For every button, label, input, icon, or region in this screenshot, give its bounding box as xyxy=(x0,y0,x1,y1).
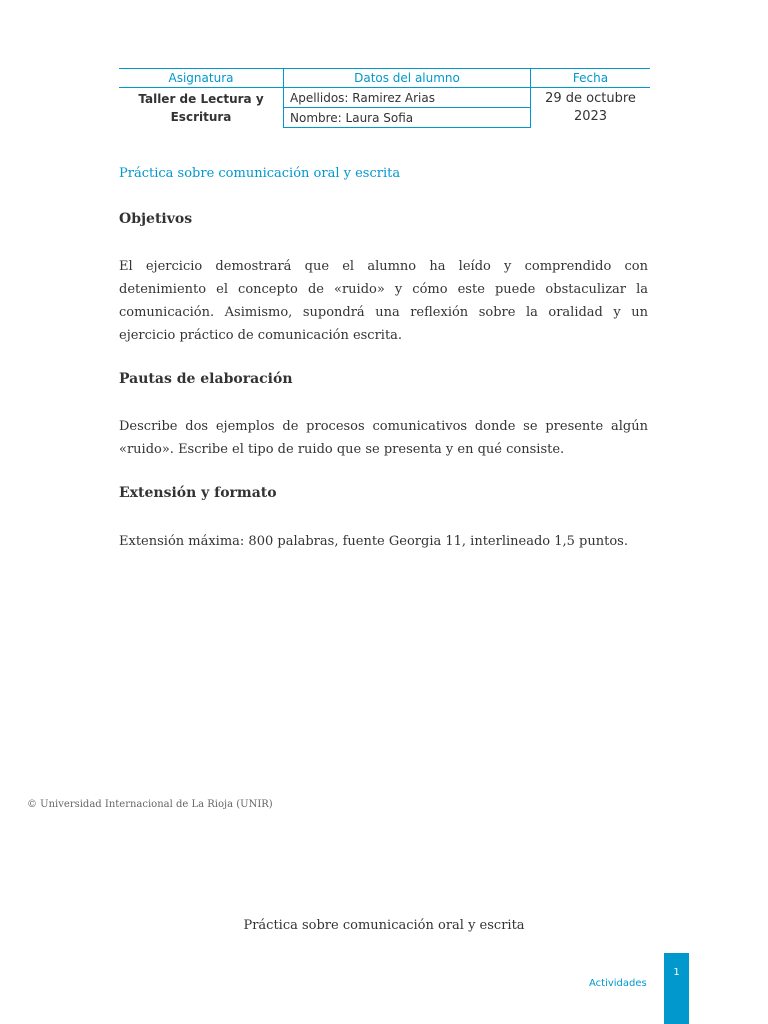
header-fecha: Fecha xyxy=(531,69,651,88)
page-number: 1 xyxy=(673,967,680,978)
subject-cell: Taller de Lectura y Escritura xyxy=(119,88,284,128)
copyright-notice: © Universidad Internacional de La Rioja (UNIR) xyxy=(27,799,273,810)
document-title: Práctica sobre comunicación oral y escrita xyxy=(119,166,401,181)
section-label: Actividades xyxy=(589,978,647,989)
objetivos-paragraph: El ejercicio demostrará que el alumno ha leído y comprendido con detenimiento el concepto de «ruido» y cómo este puede obstaculizar la comunicación. Asimismo, supondrá una reflexión sobre la oralidad y un ejercicio práctico de comunicación escrita. xyxy=(119,259,648,343)
apellidos-field: Apellidos: Ramirez Arias xyxy=(284,88,531,108)
pautas-heading: Pautas de elaboración xyxy=(119,371,293,387)
footer-title: Práctica sobre comunicación oral y escrita xyxy=(243,918,525,933)
nombre-field: Nombre: Laura Sofia xyxy=(284,108,531,128)
student-info-table xyxy=(119,68,650,128)
date-cell: 29 de octubre 2023 xyxy=(545,90,636,124)
extension-paragraph: Extensión máxima: 800 palabras, fuente Georgia 11, interlineado 1,5 puntos. xyxy=(119,534,628,549)
page-number-tab xyxy=(664,953,689,1024)
header-asignatura: Asignatura xyxy=(119,69,284,88)
header-datos-alumno: Datos del alumno xyxy=(284,69,531,88)
extension-heading: Extensión y formato xyxy=(119,485,277,501)
pautas-paragraph: Describe dos ejemplos de procesos comunicativos donde se presente algún «ruido». Escribe el tipo de ruido que se presenta y en qué consiste. xyxy=(119,419,648,457)
objetivos-heading: Objetivos xyxy=(119,211,193,227)
